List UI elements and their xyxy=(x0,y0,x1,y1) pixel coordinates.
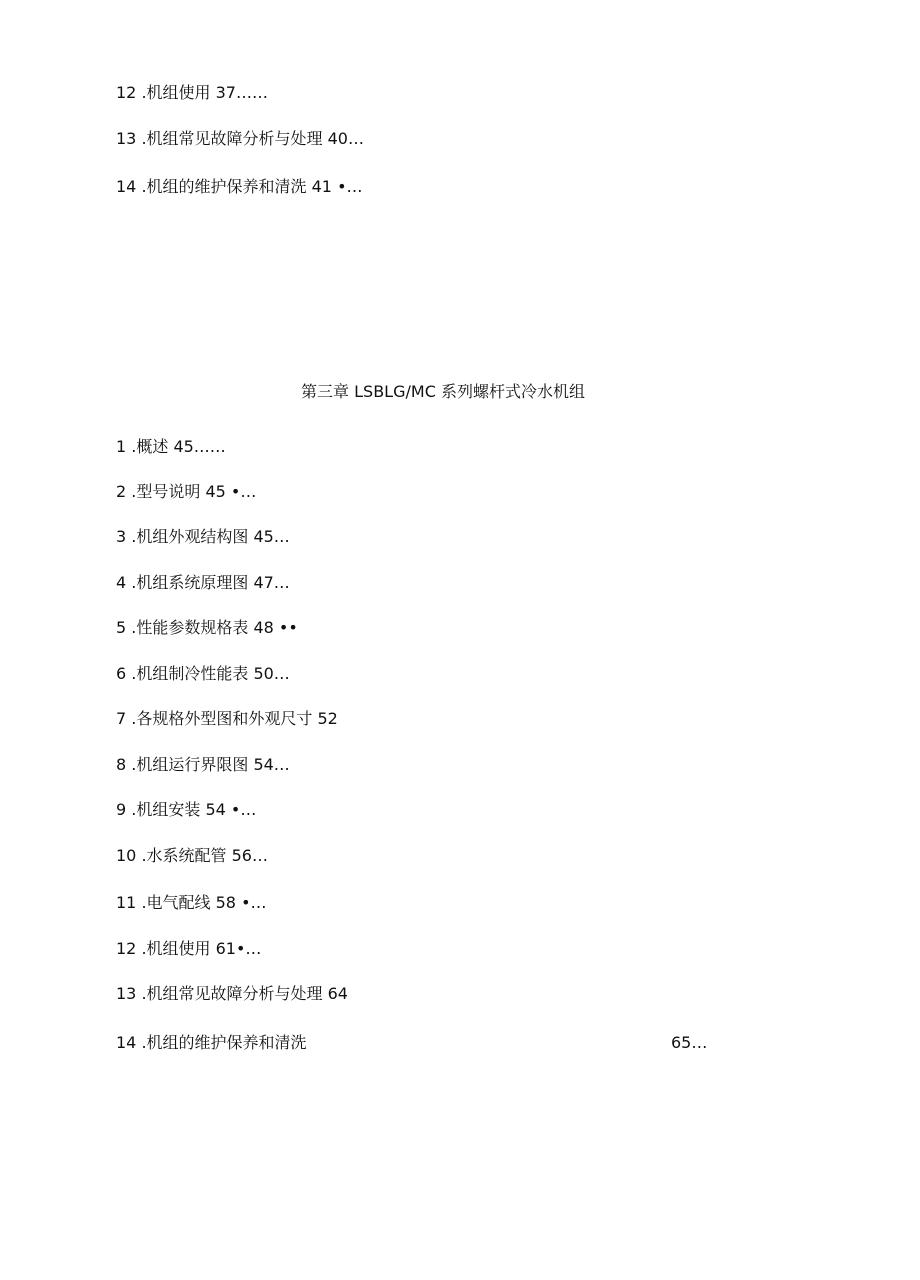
toc-item: 2 .型号说明 45 •… xyxy=(116,482,257,501)
toc-item: 14 .机组的维护保养和清洗 xyxy=(116,1033,307,1052)
toc-item: 4 .机组系统原理图 47… xyxy=(116,573,290,592)
toc-item: 8 .机组运行界限图 54… xyxy=(116,755,290,774)
toc-item: 14 .机组的维护保养和清洗 41 •… xyxy=(116,177,363,196)
toc-item: 3 .机组外观结构图 45… xyxy=(116,527,290,546)
chapter-title: 第三章 LSBLG/MC 系列螺杆式冷水机组 xyxy=(301,382,585,401)
toc-item: 13 .机组常见故障分析与处理 64 xyxy=(116,984,348,1003)
toc-item: 7 .各规格外型图和外观尺寸 52 xyxy=(116,709,338,728)
toc-item: 6 .机组制冷性能表 50… xyxy=(116,664,290,683)
toc-item: 12 .机组使用 37…… xyxy=(116,83,268,102)
toc-item: 12 .机组使用 61•… xyxy=(116,939,262,958)
toc-item: 13 .机组常见故障分析与处理 40… xyxy=(116,129,364,148)
toc-page-number: 65… xyxy=(671,1033,708,1052)
toc-item: 5 .性能参数规格表 48 •• xyxy=(116,618,298,637)
toc-item: 1 .概述 45…… xyxy=(116,437,226,456)
toc-item: 10 .水系统配管 56… xyxy=(116,846,268,865)
toc-item: 9 .机组安装 54 •… xyxy=(116,800,257,819)
toc-item: 11 .电气配线 58 •… xyxy=(116,893,267,912)
